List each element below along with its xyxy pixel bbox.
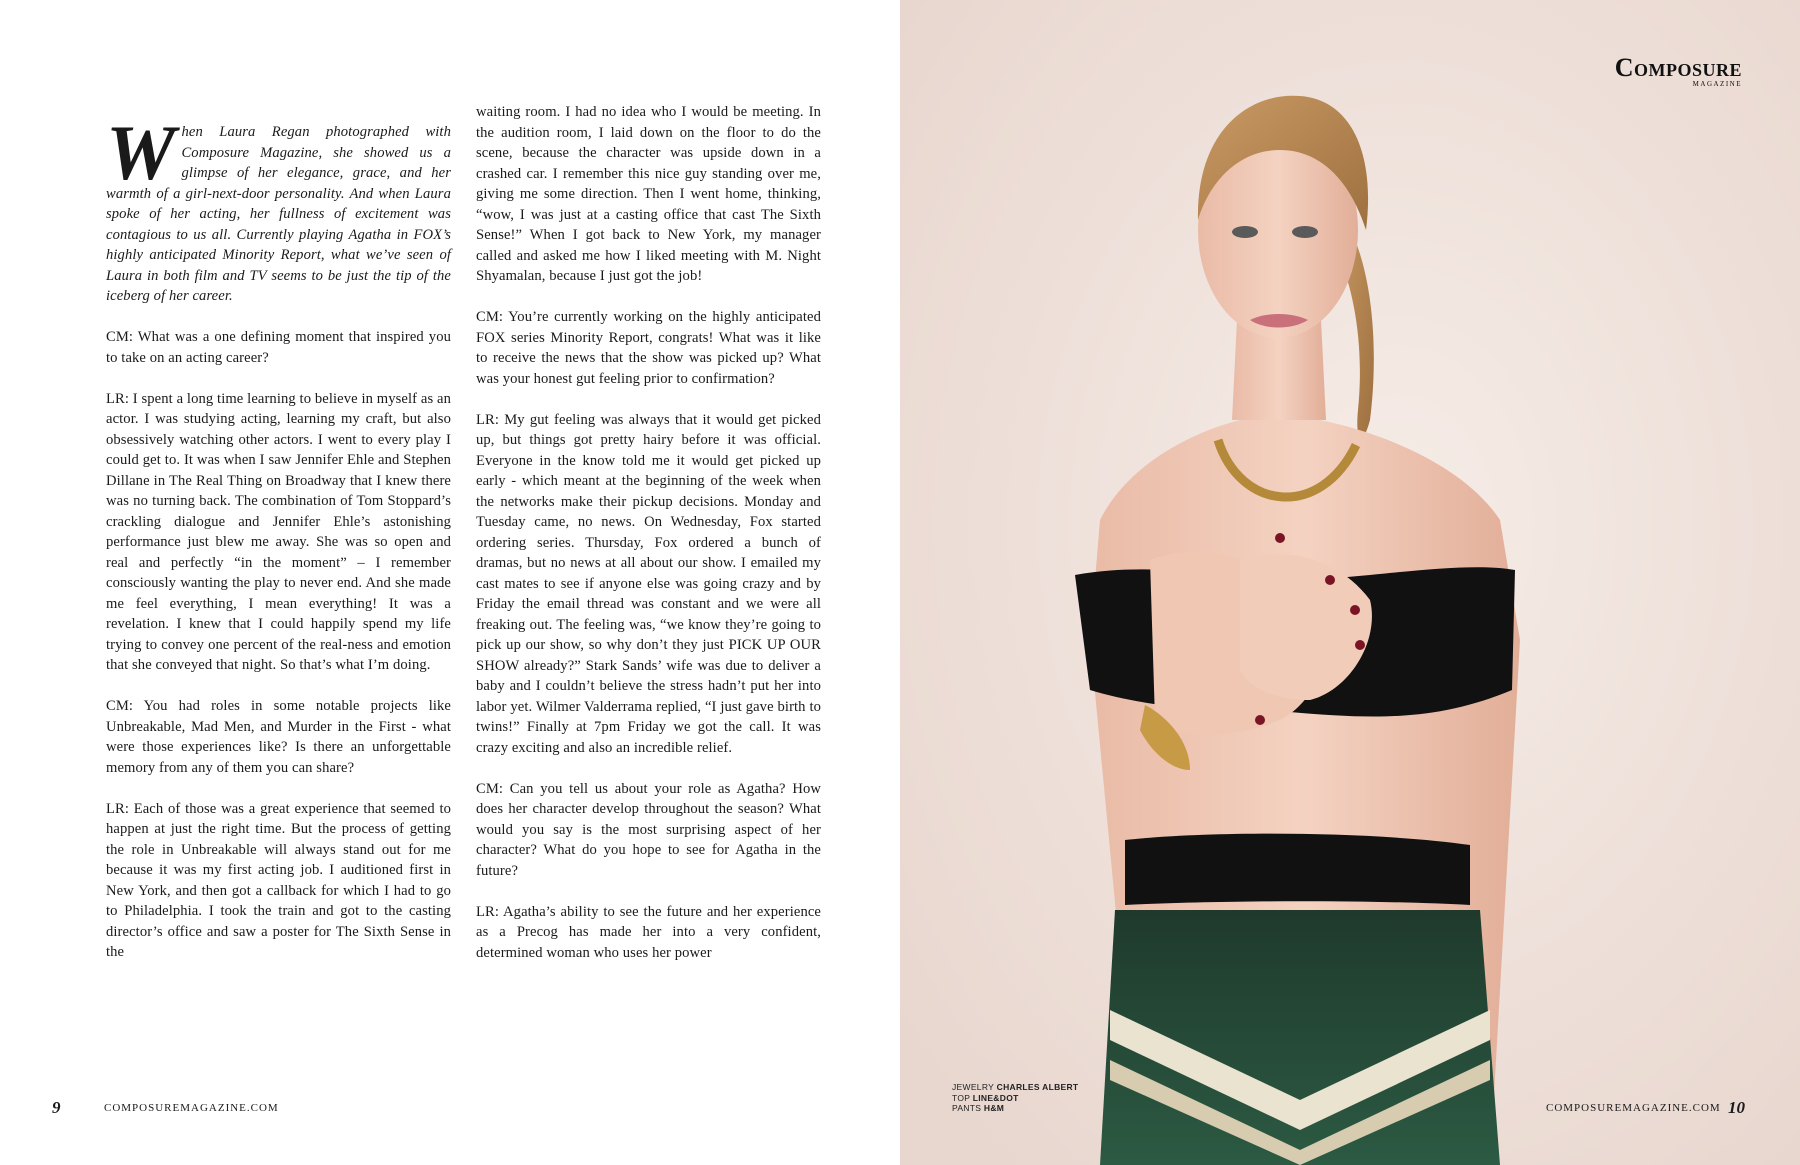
paragraph: waiting room. I had no idea who I would be meeting. In the audition room, I laid down on the floor to do the scene, because the character was upside down in a crashed car. I remember this nice guy standing over me, giving me some direction. Then I went home, thinking, “wow, I was just at a casting office that cast The Sixth Sense!” When I got back to New York, my manager called and asked me how I liked meeting with M. Night Shyamalan, because I just got the job!: [476, 104, 821, 284]
page-number-right: 10: [1728, 1098, 1745, 1117]
credit-line: TOP LINE&DOT: [952, 1092, 1019, 1103]
credit-line: JEWELRY CHARLES ALBERT: [952, 1082, 1079, 1092]
paragraph: CM: Can you tell us about your role as Agatha? How does her character develop throughout the season? What would you say is the most surprising aspect of her character? What do you hope to see for Agatha in the future?: [476, 780, 821, 879]
paragraph: LR: My gut feeling was always that it would get picked up, but things got pretty hairy before it was official. Everyone in the know told me it would get picked up early - which meant at the beginning of the week when the networks make their pickup decisions. Monday and Tuesday came, no news. On Wednesday, Fox started ordering series. Thursday, Fox ordered a bunch of dramas, but no news at all about our show. I emailed my cast mates to see if anyone else was going crazy and by Friday the email thread was constant and we were all freaking out. The feeling was, “we know they’re going to pick up our show, so why don’t they just PICK UP OUR SHOW already?” Stark Sands’ wife was due to deliver a baby and I couldn’t believe the stress hadn’t put her into labor yet. Wilmer Valderrama replied, “I just gave birth to twins!” Finally at 7pm Friday we got the call. It was crazy exciting and also an incredible relief.: [476, 411, 821, 756]
paragraph: LR: Agatha’s ability to see the future and her experience as a Precog has made her into a very confident, determined woman who uses her power: [476, 903, 821, 961]
column-2: [476, 102, 821, 984]
page-number-left: 9: [52, 1098, 61, 1117]
paragraph: LR: Each of those was a great experience that seemed to happen at just the right time. But the process of getting the role in Unbreakable will always stand out for me because it was my first acting job. I auditioned first in New York, and then got a callback for which I had to go to Philadelphia. I took the train and got to the casting director’s office and saw a poster for The Sixth Sense in the: [106, 800, 451, 960]
site-url-left[interactable]: COMPOSUREMAGAZINE.COM: [104, 1102, 279, 1114]
intro-text: hen Laura Regan photographed with Composure Magazine, she showed us a glimpse of her elegance, grace, and her warmth of a girl-next-door personality. And when Laura spoke of her acting, her fullness of excitement was contagious to us all. Currently playing Agatha in FOX’s highly anticipated Minority Report, what we’ve seen of Laura in both film and TV seems to be just the tip of the iceberg of her career.: [106, 124, 451, 304]
wardrobe-credits: [952, 1082, 1078, 1114]
portrait-photo: [900, 0, 1800, 1165]
paragraph: CM: You had roles in some notable projects like Unbreakable, Mad Men, and Murder in the First - what were those experiences like? Is there an unforgettable memory from any of them you can share?: [106, 698, 451, 776]
site-url-right[interactable]: COMPOSUREMAGAZINE.COM: [1546, 1102, 1721, 1114]
drop-cap: W: [106, 109, 176, 196]
paragraph: CM: You’re currently working on the highly anticipated FOX series Minority Report, congrats! What was it like to receive the news that the show was picked up? What was your honest gut feeling prior to confirmation?: [476, 309, 821, 387]
brand-logo: [1614, 53, 1742, 88]
credit-line: PANTS H&M: [952, 1103, 1005, 1113]
right-page: [900, 0, 1800, 1165]
intro-paragraph: [106, 109, 451, 307]
brand-subtitle: MAGAZINE: [1692, 80, 1742, 88]
brand-name: Composure: [1614, 53, 1742, 82]
paragraph: LR: I spent a long time learning to believe in myself as an actor. I was studying acting, learning my craft, but also obsessively watching other actors. I went to every play I could get to. It was when I saw Jennifer Ehle and Stephen Dillane in The Real Thing on Broadway that I knew there was no turning back. The combination of Tom Stoppard’s crackling dialogue and Jennifer Ehle’s astonishing performance just blew me away. She was so open and real and perfectly “in the moment” – I remember consciously wanting the play to never end. And she made me feel everything, I mean everything! It was a revelation. I knew that I could happily spend my life trying to convey one percent of the real-ness and emotion that she conveyed that night. So that’s what I’m doing.: [106, 390, 451, 673]
paragraph: CM: What was a one defining moment that inspired you to take on an acting career?: [106, 329, 451, 366]
column-1: [106, 109, 451, 983]
